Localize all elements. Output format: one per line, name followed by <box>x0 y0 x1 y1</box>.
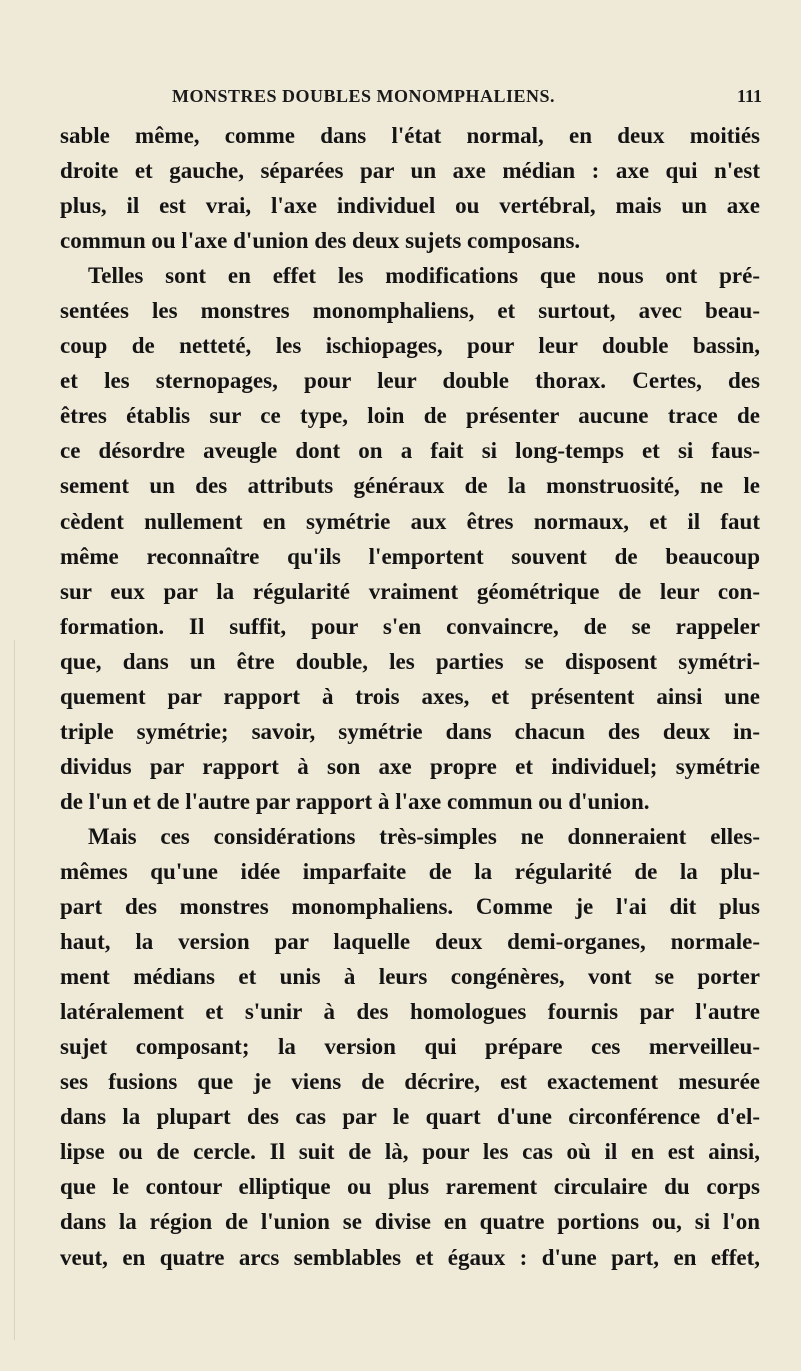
text-line: ce désordre aveugle dont on a fait si long-temps et si faus- <box>60 438 760 464</box>
text-line: sentées les monstres monomphaliens, et surtout, avec beau- <box>60 298 760 324</box>
text-line: de l'un et de l'autre par rapport à l'axe commun ou d'union. <box>60 788 650 814</box>
text-line: Telles sont en effet les modifications que nous ont pré- <box>88 263 760 289</box>
text-line: coup de netteté, les ischiopages, pour leur double bassin, <box>60 333 760 359</box>
text-line: triple symétrie; savoir, symétrie dans chacun des deux in- <box>60 718 760 744</box>
text-line: dividus par rapport à son axe propre et individuel; symétrie <box>60 753 760 779</box>
body-text <box>60 118 760 1275</box>
text-line: commun ou l'axe d'union des deux sujets composans. <box>60 228 581 254</box>
text-line: que, dans un être double, les parties se disposent symétri- <box>60 648 760 674</box>
text-line: mêmes qu'une idée imparfaite de la régularité de la plu- <box>60 858 760 884</box>
text-line: part des monstres monomphaliens. Comme je l'ai dit plus <box>60 894 760 920</box>
text-line: sement un des attributs généraux de la monstruosité, ne le <box>60 473 760 499</box>
text-line: dans la plupart des cas par le quart d'une circonférence d'el- <box>60 1104 760 1130</box>
text-line: et les sternopages, pour leur double thorax. Certes, des <box>60 368 760 394</box>
text-line: latéralement et s'unir à des homologues fournis par l'autre <box>60 999 760 1025</box>
text-line: haut, la version par laquelle deux demi-organes, normale- <box>60 929 760 955</box>
text-line: formation. Il suffit, pour s'en convaincre, de se rappeler <box>60 613 760 639</box>
page-edge-shadow <box>14 640 15 1340</box>
text-line: même reconnaître qu'ils l'emportent souvent de beaucoup <box>60 543 760 569</box>
text-line: droite et gauche, séparées par un axe médian : axe qui n'est <box>60 158 760 184</box>
page-header <box>172 86 762 110</box>
page-number: 111 <box>736 86 762 106</box>
text-line: sable même, comme dans l'état normal, en deux moitiés <box>60 123 760 148</box>
text-line: que le contour elliptique ou plus rarement circulaire du corps <box>60 1174 760 1200</box>
text-line: êtres établis sur ce type, loin de présenter aucune trace de <box>60 403 760 429</box>
text-line: sujet composant; la version qui prépare ces merveilleu- <box>60 1034 760 1060</box>
text-line: lipse ou de cercle. Il suit de là, pour les cas où il en est ainsi, <box>60 1139 760 1165</box>
text-line: dans la région de l'union se divise en quatre portions ou, si l'on <box>60 1209 760 1235</box>
text-line: Mais ces considérations très-simples ne donneraient elles- <box>88 823 760 849</box>
text-line: ses fusions que je viens de décrire, est exactement mesurée <box>60 1069 760 1095</box>
running-title: MONSTRES DOUBLES MONOMPHALIENS. <box>172 86 556 106</box>
text-line: quement par rapport à trois axes, et présentent ainsi une <box>60 683 760 709</box>
text-line: sur eux par la régularité vraiment géométrique de leur con- <box>60 578 760 604</box>
text-line: plus, il est vrai, l'axe individuel ou vertébral, mais un axe <box>60 193 760 219</box>
text-line: veut, en quatre arcs semblables et égaux : d'une part, en effet, <box>60 1244 760 1270</box>
text-line: ment médians et unis à leurs congénères, vont se porter <box>60 964 760 990</box>
text-line: cèdent nullement en symétrie aux êtres normaux, et il faut <box>60 508 760 534</box>
